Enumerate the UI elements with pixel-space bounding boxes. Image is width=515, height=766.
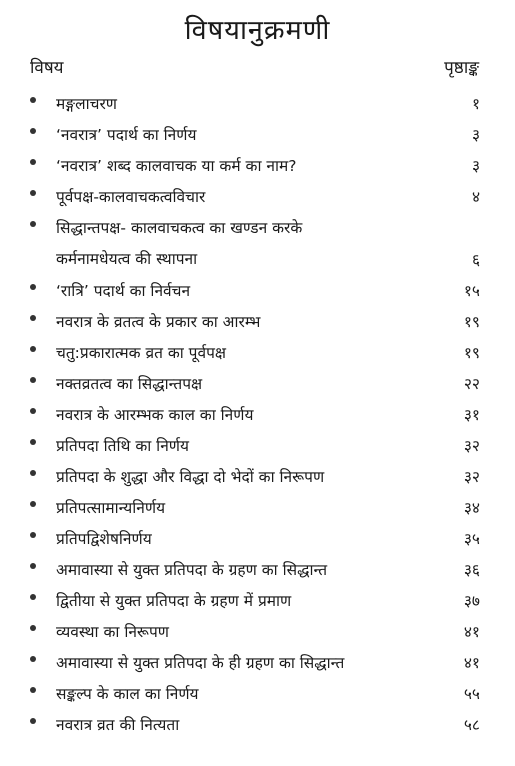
entry-title: ‘नवरात्र’ पदार्थ का निर्णय (56, 126, 197, 144)
list-item (0, 583, 515, 614)
list-item (0, 210, 515, 273)
entry-title: सिद्धान्तपक्ष- कालवाचकत्व का खण्डन करके कर्मनामधेयत्व की स्थापना (56, 219, 303, 268)
bullet-icon (30, 221, 36, 227)
entry-page: ३१ (463, 406, 480, 424)
entry-page: ४१ (463, 654, 480, 672)
list-item (0, 86, 515, 117)
list-item (0, 428, 515, 459)
bullet-icon (30, 501, 36, 507)
entry-page: ३२ (463, 468, 480, 486)
entry-page: ३ (471, 157, 480, 175)
entry-page: १९ (463, 313, 480, 331)
entry-page: ३५ (463, 530, 480, 548)
entry-title: नक्तव्रतत्व का सिद्धान्तपक्ष (56, 375, 203, 393)
entry-title: प्रतिपदा तिथि का निर्णय (56, 437, 189, 455)
list-item (0, 490, 515, 521)
contents-list (0, 86, 515, 738)
bullet-icon (30, 159, 36, 165)
list-item (0, 521, 515, 552)
entry-title: अमावास्या से युक्त प्रतिपदा के ही ग्रहण का सिद्धान्त (56, 654, 345, 672)
entry-page: २२ (463, 375, 480, 393)
list-item (0, 614, 515, 645)
entry-page: ५५ (463, 685, 480, 703)
entry-page: ४ (471, 188, 480, 206)
bullet-icon (30, 563, 36, 569)
entry-title: नवरात्र के व्रतत्व के प्रकार का आरम्भ (56, 313, 261, 331)
entry-title: ‘नवरात्र’ शब्द कालवाचक या कर्म का नाम? (56, 157, 297, 175)
list-item (0, 273, 515, 304)
entry-title: व्यवस्था का निरूपण (56, 623, 169, 641)
list-item (0, 645, 515, 676)
entry-page: ५८ (463, 716, 480, 734)
entry-title: प्रतिपदा के शुद्धा और विद्धा दो भेदों का निरूपण (56, 468, 325, 486)
bullet-icon (30, 718, 36, 724)
entry-page: ६ (471, 251, 480, 269)
entry-title: पूर्वपक्ष-कालवाचकत्वविचार (56, 188, 206, 206)
bullet-icon (30, 315, 36, 321)
bullet-icon (30, 97, 36, 103)
bullet-icon (30, 656, 36, 662)
entry-page: १५ (463, 282, 480, 300)
list-item (0, 148, 515, 179)
entry-title: नवरात्र के आरम्भक काल का निर्णय (56, 406, 254, 424)
list-item (0, 397, 515, 428)
entry-title: ‘रात्रि’ पदार्थ का निर्वचन (56, 282, 191, 300)
entry-page: ४१ (463, 623, 480, 641)
entry-title: नवरात्र व्रत की नित्यता (56, 716, 180, 734)
bullet-icon (30, 128, 36, 134)
bullet-icon (30, 190, 36, 196)
bullet-icon (30, 284, 36, 290)
entry-page: १ (471, 95, 480, 113)
entry-title: द्वितीया से युक्त प्रतिपदा के ग्रहण में प्रमाण (56, 592, 292, 610)
column-header-page: पृष्ठाङ्क (444, 58, 479, 78)
entry-page: १९ (463, 344, 480, 362)
entry-title: मङ्गलाचरण (56, 95, 117, 113)
list-item (0, 676, 515, 707)
entry-page: ३ (471, 126, 480, 144)
list-item (0, 179, 515, 210)
list-item (0, 117, 515, 148)
list-item (0, 304, 515, 335)
entry-page: ३४ (463, 499, 480, 517)
entry-title: प्रतिपद्विशेषनिर्णय (56, 530, 152, 548)
list-item (0, 366, 515, 397)
entry-page: ३६ (463, 561, 480, 579)
bullet-icon (30, 408, 36, 414)
entry-title: सङ्कल्प के काल का निर्णय (56, 685, 199, 703)
bullet-icon (30, 346, 36, 352)
bullet-icon (30, 439, 36, 445)
bullet-icon (30, 470, 36, 476)
bullet-icon (30, 594, 36, 600)
page-title: विषयानुक्रमणी (184, 15, 331, 46)
list-item (0, 552, 515, 583)
entry-page: ३२ (463, 437, 480, 455)
bullet-icon (30, 625, 36, 631)
bullet-icon (30, 377, 36, 383)
list-item (0, 335, 515, 366)
entry-title: प्रतिपत्सामान्यनिर्णय (56, 499, 166, 517)
bullet-icon (30, 532, 36, 538)
list-item (0, 459, 515, 490)
list-item (0, 707, 515, 738)
entry-title: अमावास्या से युक्त प्रतिपदा के ग्रहण का सिद्धान्त (56, 561, 328, 579)
column-header-subject: विषय (30, 58, 64, 78)
entry-page: ३७ (463, 592, 480, 610)
bullet-icon (30, 687, 36, 693)
entry-title: चतु:प्रकारात्मक व्रत का पूर्वपक्ष (56, 344, 227, 362)
